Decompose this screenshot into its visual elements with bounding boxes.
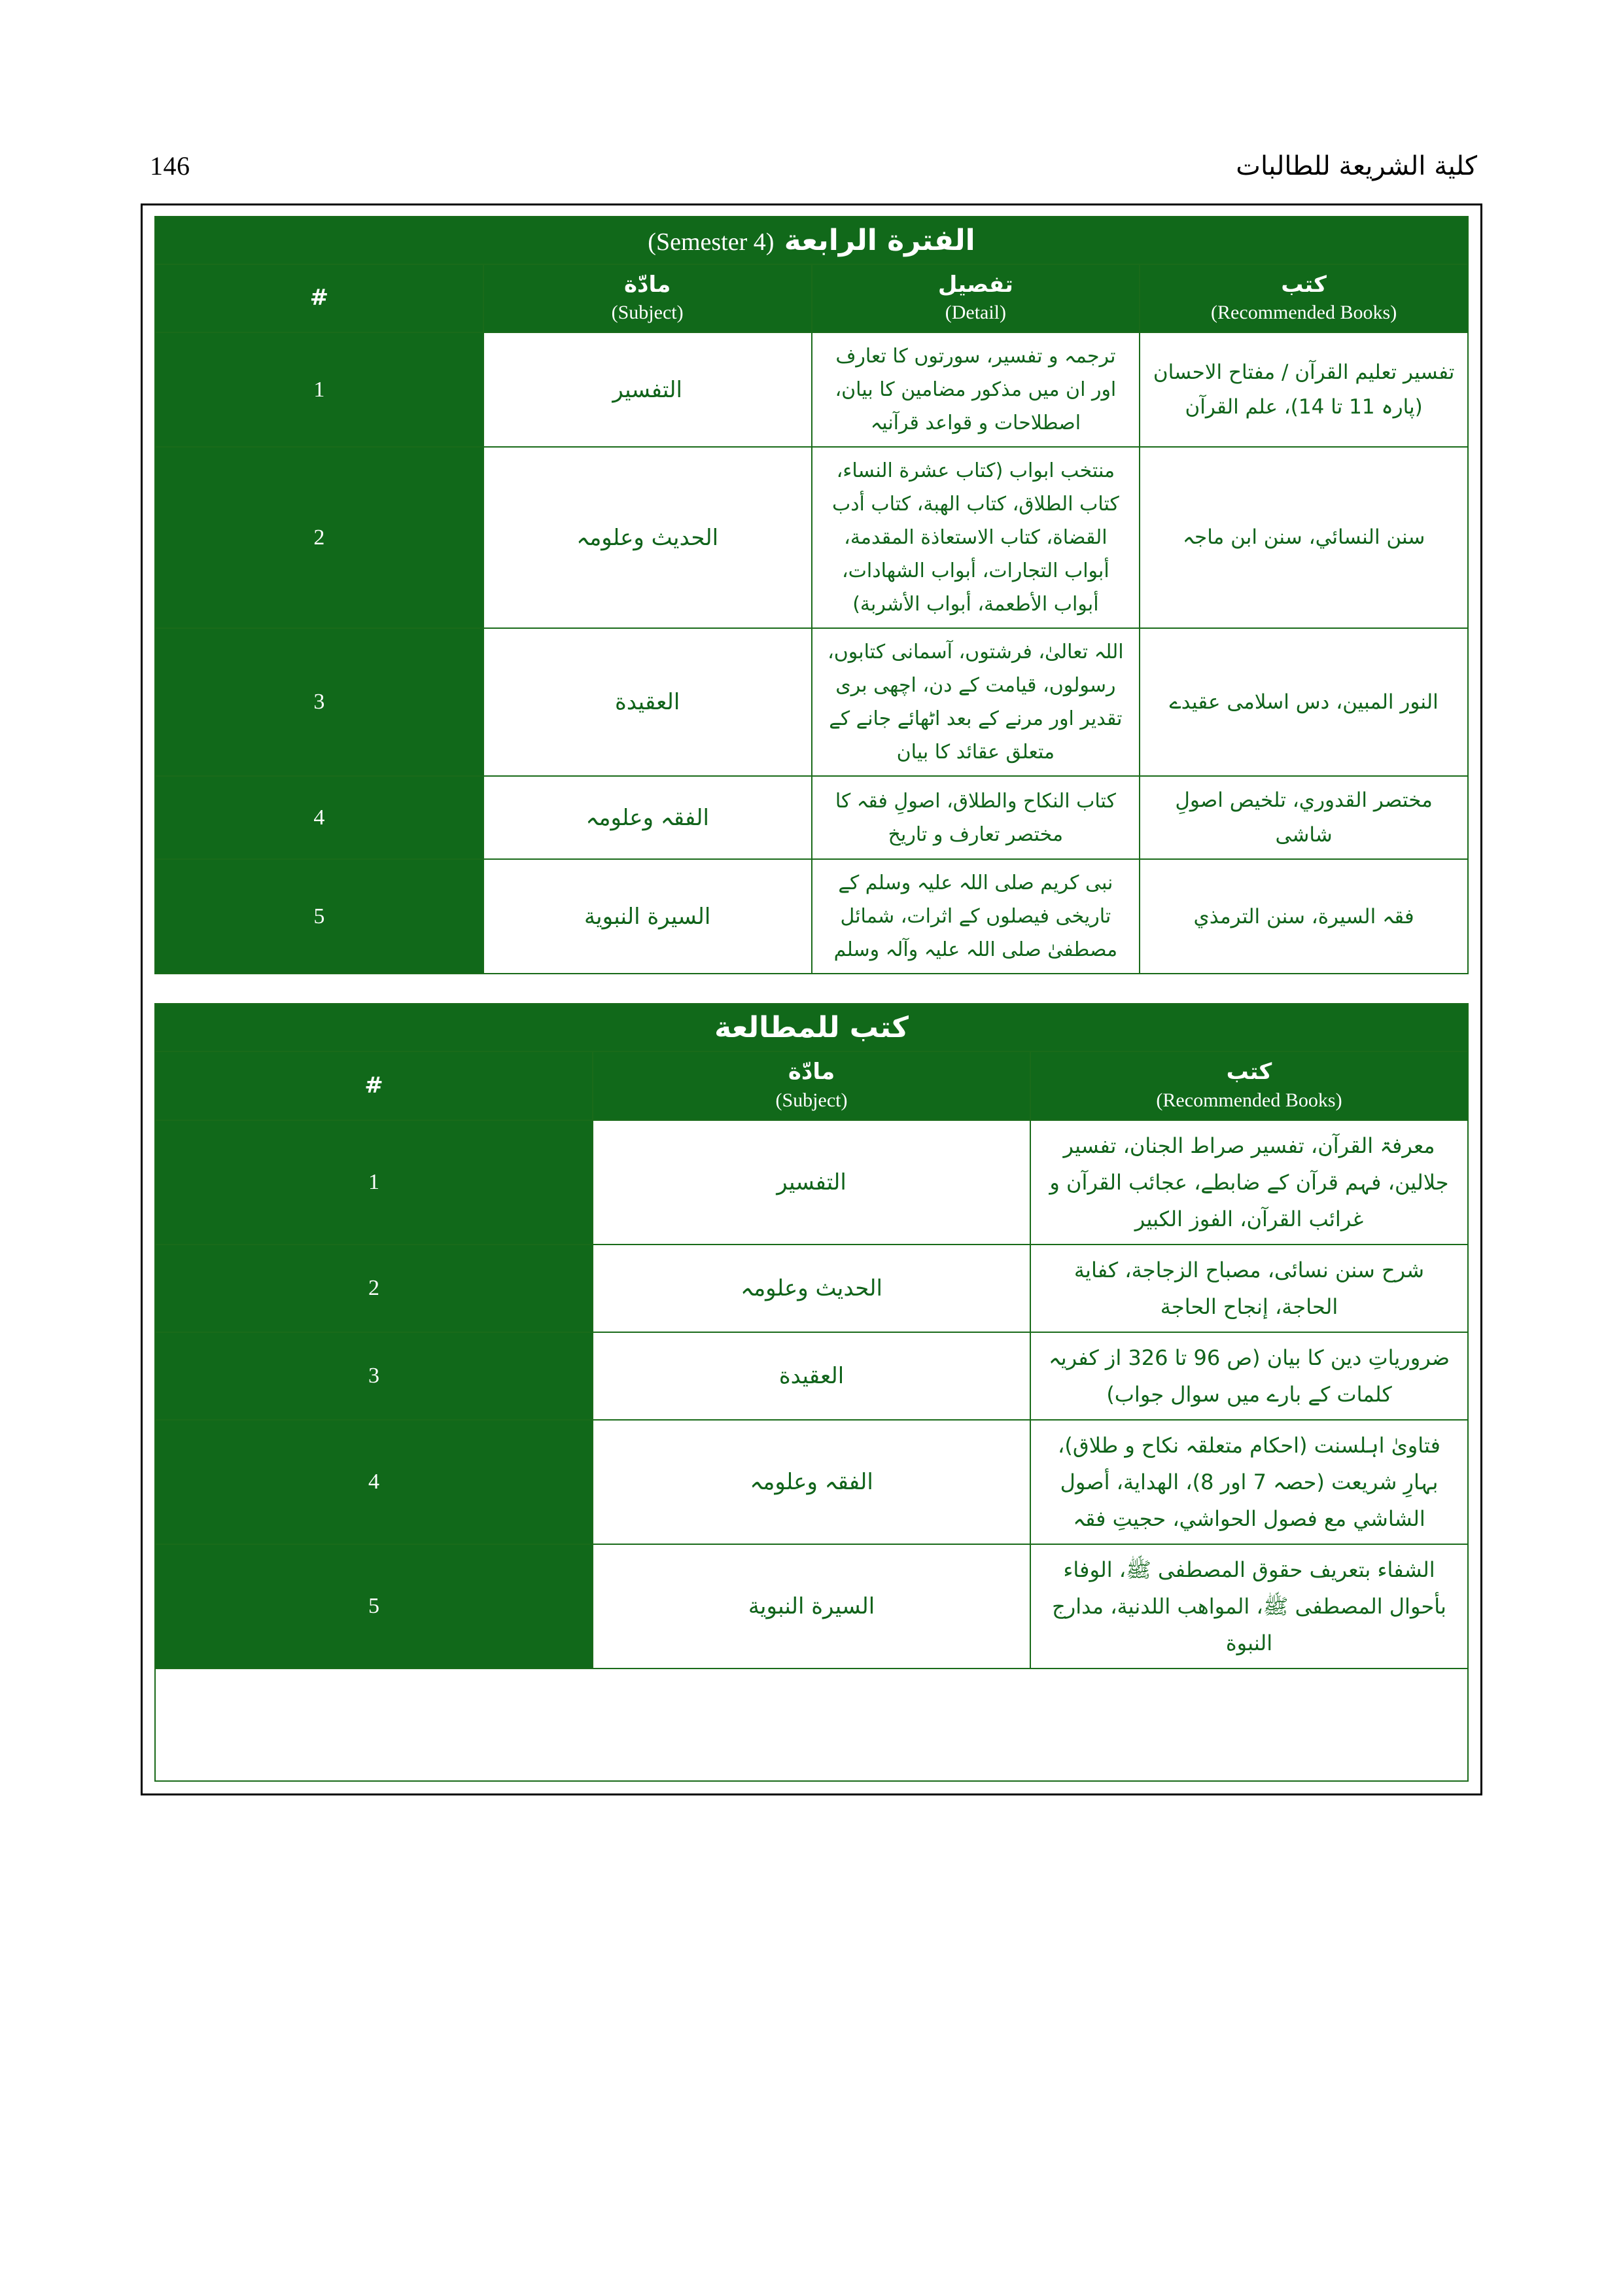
cell-detail: اللہ تعالیٰ، فرشتوں، آسمانی کتابوں، رسولوں، قیامت کے دن، اچھی بری تقدیر اور مرنے کے بعد اٹھائے جانے کے متعلق عقائد کا بیان — [812, 628, 1140, 776]
column-header-books — [1030, 1051, 1468, 1120]
semester-title-row — [155, 217, 1468, 264]
cell-subject: التفسير — [483, 332, 812, 447]
column-header-subject-latin: (Subject) — [775, 1089, 848, 1111]
page-number: 146 — [150, 151, 190, 181]
cell-number: 5 — [155, 1544, 593, 1669]
column-header-detail-latin: (Detail) — [945, 302, 1007, 324]
cell-number: 4 — [155, 776, 483, 859]
column-header-subject-arabic: مادّة — [788, 1059, 835, 1086]
cell-subject: العقيدة — [593, 1332, 1030, 1420]
column-header-subject-latin: (Subject) — [611, 302, 684, 324]
column-header-books-arabic: كتب — [1281, 272, 1327, 298]
column-header-books-latin: (Recommended Books) — [1211, 302, 1397, 324]
table-row — [155, 447, 1468, 628]
cell-number: 3 — [155, 628, 483, 776]
reading-title-cell: كتب للمطالعة — [155, 1004, 1468, 1051]
cell-books: تفسیر تعلیم القرآن / مفتاح الاحسان (پارہ 11 تا 14)، علم القرآن — [1140, 332, 1468, 447]
cell-books: الشفاء بتعريف حقوق المصطفى ﷺ، الوفاء بأحوال المصطفى ﷺ، المواهب اللدنية، مدارج النبوة — [1030, 1544, 1468, 1669]
column-header-books-latin: (Recommended Books) — [1156, 1089, 1342, 1111]
table-row — [155, 332, 1468, 447]
semester-title-latin: (Semester 4) — [648, 228, 775, 256]
cell-books: سنن النسائي، سنن ابن ماجہ — [1140, 447, 1468, 628]
cell-books: ضروریاتِ دین کا بیان (ص 96 تا 326 از کفریہ کلمات کے بارے میں سوال جواب) — [1030, 1332, 1468, 1420]
semester-title-cell — [155, 217, 1468, 264]
cell-books: شرح سنن نسائی، مصباح الزجاجة، كفاية الحاجة، إنجاح الحاجة — [1030, 1245, 1468, 1332]
cell-subject: الحديث وعلومہ — [593, 1245, 1030, 1332]
table-row — [155, 859, 1468, 974]
cell-subject: العقيدة — [483, 628, 812, 776]
cell-number: 2 — [155, 1245, 593, 1332]
column-header-subject-arabic: مادّة — [623, 272, 671, 298]
cell-number: 4 — [155, 1420, 593, 1544]
cell-books: مختصر القدوري، تلخیص اصولِ شاشی — [1140, 776, 1468, 859]
cell-subject: التفسير — [593, 1120, 1030, 1245]
table-row — [155, 628, 1468, 776]
blank-area — [154, 1669, 1469, 1782]
semester-title-arabic: الفترة الرابعة — [784, 224, 975, 257]
cell-number: 1 — [155, 332, 483, 447]
page-header — [141, 150, 1482, 181]
semester-header-row — [155, 264, 1468, 332]
cell-subject: السيرة النبوية — [483, 859, 812, 974]
cell-number: 2 — [155, 447, 483, 628]
cell-books: فقہ السيرة، سنن الترمذي — [1140, 859, 1468, 974]
cell-subject: الفقہ وعلومہ — [483, 776, 812, 859]
cell-books: النور المبين، دس اسلامی عقیدے — [1140, 628, 1468, 776]
reading-title-row — [155, 1004, 1468, 1051]
table-row — [155, 1245, 1468, 1332]
column-header-subject — [483, 264, 812, 332]
cell-detail: ترجمہ و تفسیر، سورتوں کا تعارف اور ان میں مذکور مضامین کا بیان، اصطلاحات و قواعد قرآنیہ — [812, 332, 1140, 447]
table-row — [155, 1120, 1468, 1245]
cell-detail: كتاب النكاح والطلاق، اصولِ فقہ کا مختصر تعارف و تاریخ — [812, 776, 1140, 859]
cell-subject: الفقہ وعلومہ — [593, 1420, 1030, 1544]
table-row — [155, 1544, 1468, 1669]
table-row — [155, 1420, 1468, 1544]
cell-books: فتاویٰ اہلسنت (احکام متعلقہ نکاح و طلاق)، بہارِ شریعت (حصہ 7 اور 8)، الهداية، أصول الشاشي مع فصول الحواشي، حجیتِ فقہ — [1030, 1420, 1468, 1544]
cell-number: 1 — [155, 1120, 593, 1245]
table-row — [155, 1332, 1468, 1420]
institution-name: كلية الشريعة للطالبات — [1236, 151, 1477, 181]
column-header-books-arabic: كتب — [1226, 1059, 1272, 1086]
cell-subject: السيرة النبوية — [593, 1544, 1030, 1669]
column-header-number: # — [155, 1051, 593, 1120]
semester-table — [154, 216, 1469, 974]
column-header-detail — [812, 264, 1140, 332]
cell-detail: نبی کریم صلی اللہ علیہ وسلم کے تاریخی فیصلوں کے اثرات، شمائل مصطفیٰ صلی اللہ علیہ وآلہ وسلم — [812, 859, 1140, 974]
cell-subject: الحديث وعلومہ — [483, 447, 812, 628]
table-row — [155, 776, 1468, 859]
column-header-subject — [593, 1051, 1030, 1120]
cell-number: 3 — [155, 1332, 593, 1420]
content-frame — [141, 203, 1482, 1795]
cell-number: 5 — [155, 859, 483, 974]
cell-books: معرفۃ القرآن، تفسیر صراط الجنان، تفسیر جلالین، فہم قرآن کے ضابطے، عجائب القرآن و غرائب القرآن، الفوز الكبير — [1030, 1120, 1468, 1245]
reading-table — [154, 1003, 1469, 1669]
column-header-number: # — [155, 264, 483, 332]
column-header-detail-arabic: تفصيل — [937, 272, 1013, 298]
cell-detail: منتخب ابواب (كتاب عشرة النساء، كتاب الطلاق، كتاب الهبة، كتاب أدب القضاة، كتاب الاستعاذة المقدمة، أبواب التجارات، أبواب الشهادات، أبواب الأطعمة، أبواب الأشربة) — [812, 447, 1140, 628]
reading-header-row — [155, 1051, 1468, 1120]
column-header-books — [1140, 264, 1468, 332]
